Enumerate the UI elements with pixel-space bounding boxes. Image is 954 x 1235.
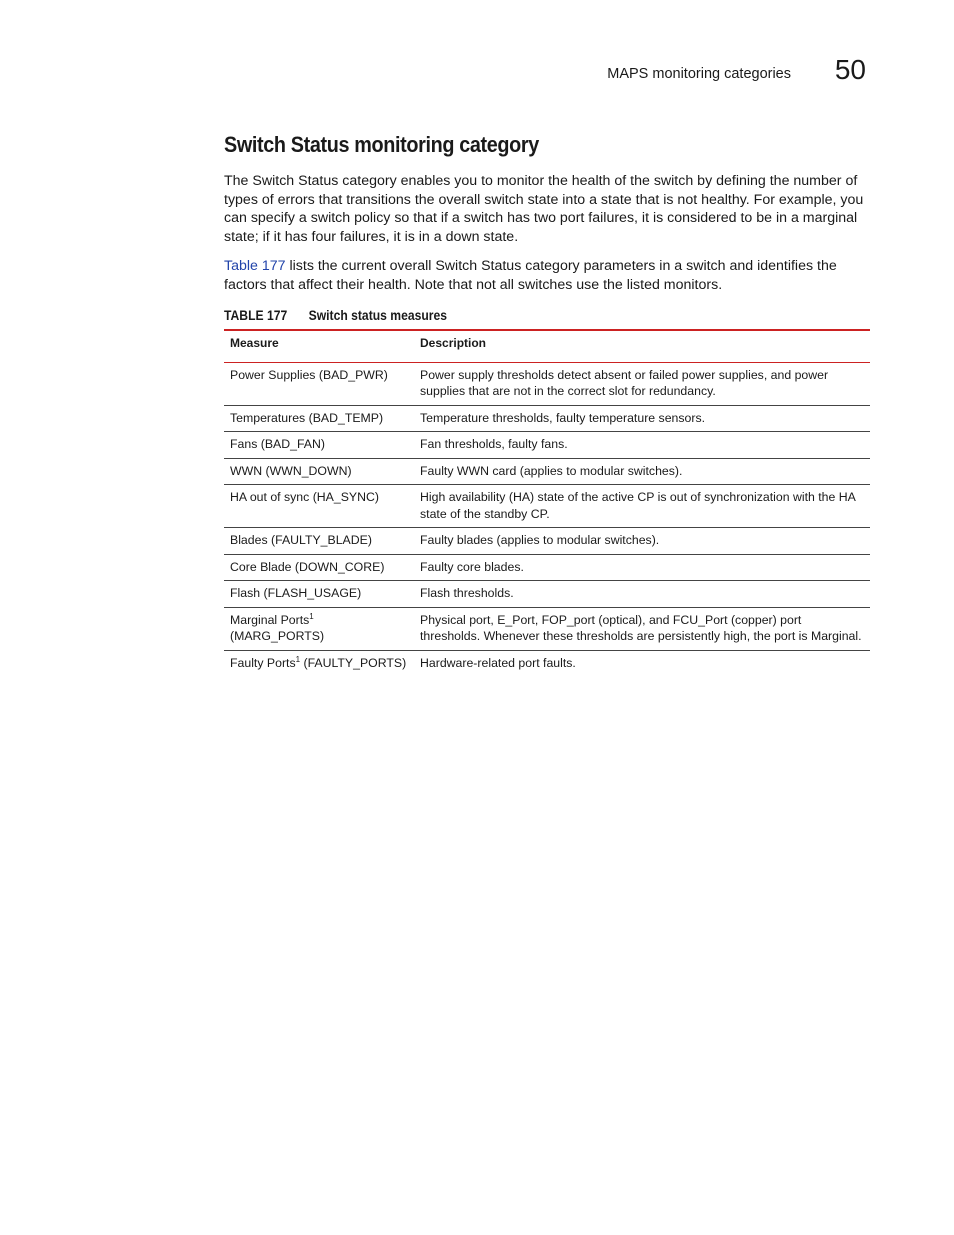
running-header bbox=[560, 56, 866, 92]
description-cell: Faulty blades (applies to modular switches). bbox=[414, 528, 870, 555]
table-caption bbox=[224, 308, 805, 323]
measure-cell bbox=[224, 362, 414, 405]
measure-text: Blades (FAULTY_BLADE) bbox=[230, 533, 372, 548]
table-row bbox=[224, 432, 870, 459]
measure-code: (MARG_PORTS) bbox=[230, 629, 325, 644]
table-row bbox=[224, 362, 870, 405]
description-cell: Physical port, E_Port, FOP_port (optical), and FCU_Port (copper) port thresholds. Whenever these thresholds are persistently high, the port is Marginal. bbox=[414, 607, 870, 650]
table-row bbox=[224, 554, 870, 581]
table-177-link[interactable]: Table 177 bbox=[224, 257, 286, 274]
measure-cell bbox=[224, 458, 414, 485]
description-cell: Power supply thresholds detect absent or failed power supplies, and power supplies that are not in the correct slot for redundancy. bbox=[414, 362, 870, 405]
table-row bbox=[224, 405, 870, 432]
chapter-number: 50 bbox=[834, 54, 866, 85]
measure-text: Temperatures (BAD_TEMP) bbox=[230, 410, 384, 425]
footnote-marker[interactable]: 1 bbox=[295, 654, 301, 664]
intro-paragraph: The Switch Status category enables you to monitor the health of the switch by defining the number of types of errors that transitions the overall switch state into a state that is not healthy. For example, you can specify a switch policy so that if a switch has two port failures, it is considered to be in a marginal state; if it has four failures, it is in a down state. bbox=[224, 173, 864, 246]
switch-status-table bbox=[224, 329, 870, 676]
section-title: Switch Status monitoring category bbox=[224, 132, 539, 157]
description-cell: Temperature thresholds, faulty temperature sensors. bbox=[414, 405, 870, 432]
table-reference-paragraph bbox=[224, 257, 870, 294]
measure-cell bbox=[224, 650, 414, 676]
table-row bbox=[224, 581, 870, 608]
header-section-name: MAPS monitoring categories bbox=[607, 66, 791, 82]
header-measure: Measure bbox=[230, 336, 279, 351]
description-cell: Hardware-related port faults. bbox=[420, 655, 576, 670]
table-row bbox=[224, 607, 870, 650]
measure-text: HA out of sync (HA_SYNC) bbox=[230, 490, 379, 505]
table-row bbox=[224, 650, 870, 676]
measure-cell bbox=[224, 581, 414, 608]
measure-text: Power Supplies (BAD_PWR) bbox=[230, 367, 388, 382]
measure-cell bbox=[224, 485, 414, 528]
footnote-marker[interactable]: 1 bbox=[309, 611, 314, 621]
measure-cell bbox=[224, 554, 414, 581]
measure-cell bbox=[224, 607, 414, 650]
measure-cell bbox=[224, 405, 414, 432]
table-row bbox=[224, 528, 870, 555]
measure-text: Flash (FLASH_USAGE) bbox=[230, 586, 362, 601]
description-cell: Faulty core blades. bbox=[414, 554, 870, 581]
measure-cell bbox=[224, 432, 414, 459]
table-caption-title: Switch status measures bbox=[308, 308, 448, 324]
description-cell: Fan thresholds, faulty fans. bbox=[414, 432, 870, 459]
description-cell: High availability (HA) state of the active CP is out of synchronization with the HA state of the standby CP. bbox=[414, 485, 870, 528]
measure-text: Core Blade (DOWN_CORE) bbox=[230, 559, 385, 574]
header-description: Description bbox=[420, 336, 487, 351]
table-row bbox=[224, 485, 870, 528]
table-caption-number: TABLE 177 bbox=[224, 308, 288, 324]
table-row bbox=[224, 458, 870, 485]
description-cell: Faulty WWN card (applies to modular switches). bbox=[414, 458, 870, 485]
table-header-row bbox=[224, 330, 870, 362]
table-reference-text: lists the current overall Switch Status category parameters in a switch and identifies the factors that affect their health. Note that not all switches use the listed monitors. bbox=[224, 257, 837, 293]
description-cell: Flash thresholds. bbox=[414, 581, 870, 608]
measure-cell bbox=[224, 528, 414, 555]
page-content bbox=[224, 132, 870, 676]
measure-text: WWN (WWN_DOWN) bbox=[230, 463, 352, 478]
measure-text: Marginal Ports bbox=[230, 612, 310, 627]
measure-text: Faulty Ports bbox=[230, 655, 296, 670]
measure-code: (FAULTY_PORTS) bbox=[300, 655, 407, 670]
measure-text: Fans (BAD_FAN) bbox=[230, 437, 325, 452]
